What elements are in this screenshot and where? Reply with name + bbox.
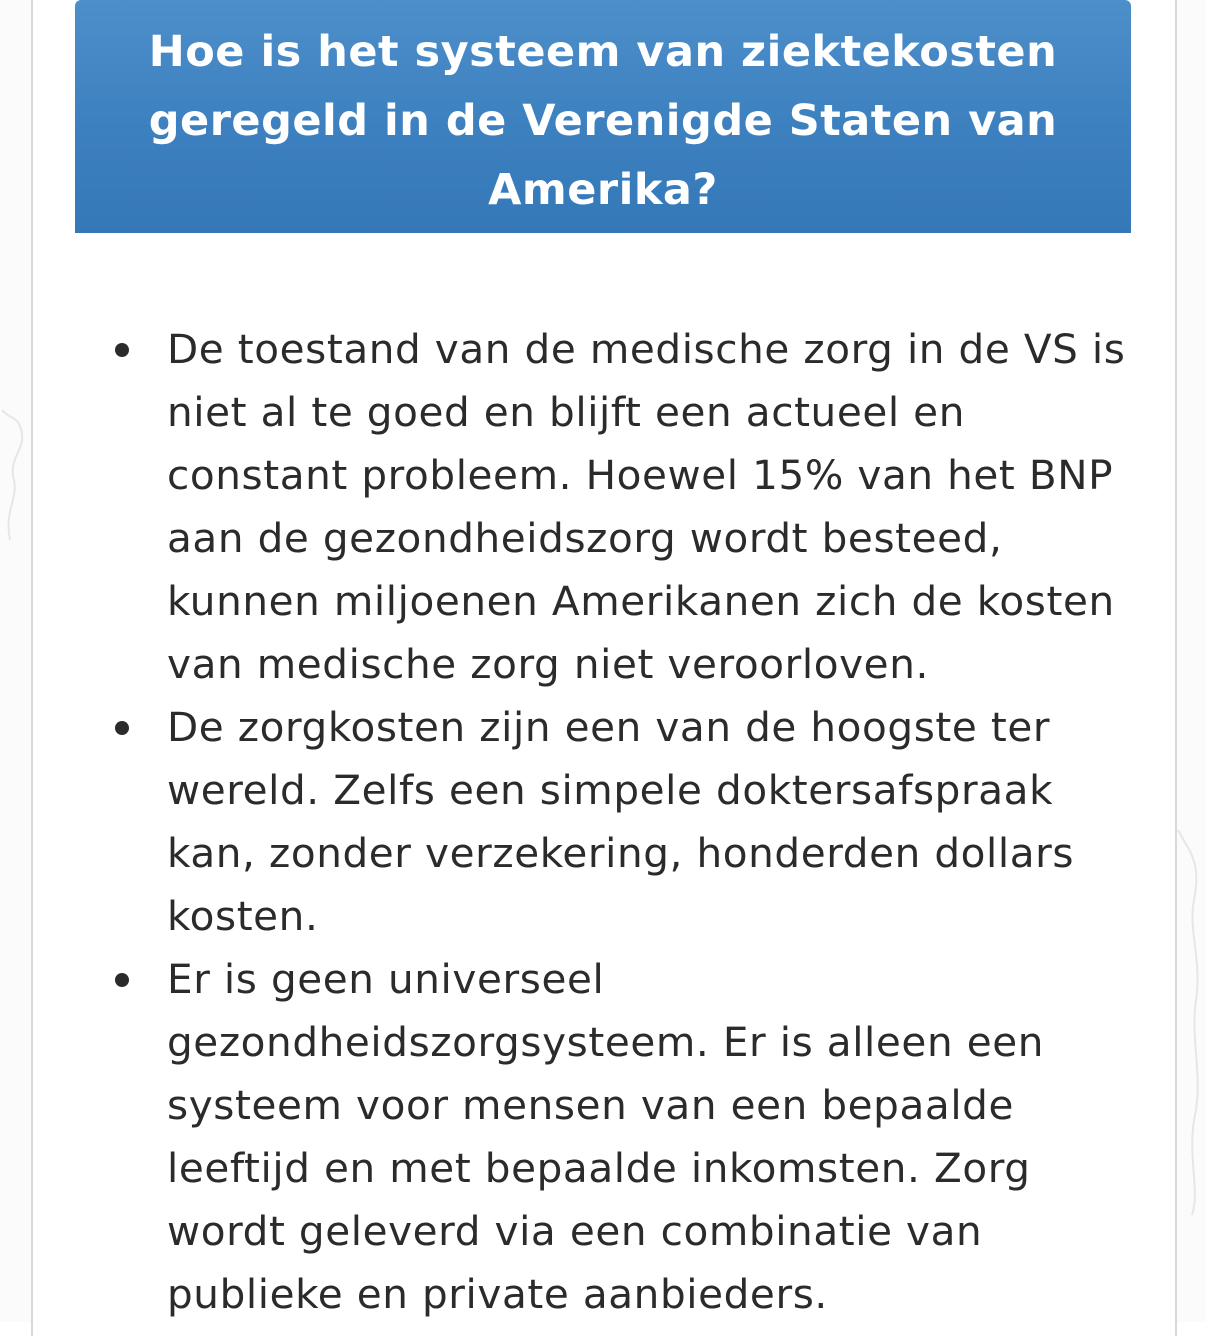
list-item-text: De zorgkosten zijn een van de hoogste ter wereld. Zelfs een simpele doktersafspraak kan, zonder verzekering, honderden dollars kosten. [167,703,1075,940]
list-item-text: Er is geen universeel gezondheidszorgsysteem. Er is alleen een systeem voor mensen van een bepaalde leeftijd en met bepaalde inkomsten. Zorg wordt geleverd via een combinatie van publieke en private aanbieders. [167,955,1044,1318]
background-map-decoration-right [1174,820,1206,1220]
bullet-icon [115,721,129,735]
list-item [105,948,1145,1326]
list-item-text: De toestand van de medische zorg in de VS is niet al te goed en blijft een actueel en constant probleem. Hoewel 15% van het BNP aan de gezondheidszorg wordt besteed, kunnen miljoenen Amerikanen zich de kosten van medische zorg niet veroorloven. [167,325,1126,688]
list-item [105,318,1145,696]
page-title: Hoe is het systeem van ziektekosten geregeld in de Verenigde Staten van Amerika? [148,27,1058,215]
question-header [75,0,1131,233]
bullet-list [105,318,1145,1326]
bullet-icon [115,343,129,357]
bullet-icon [115,973,129,987]
list-item [105,696,1145,948]
background-map-decoration-left [0,390,30,550]
